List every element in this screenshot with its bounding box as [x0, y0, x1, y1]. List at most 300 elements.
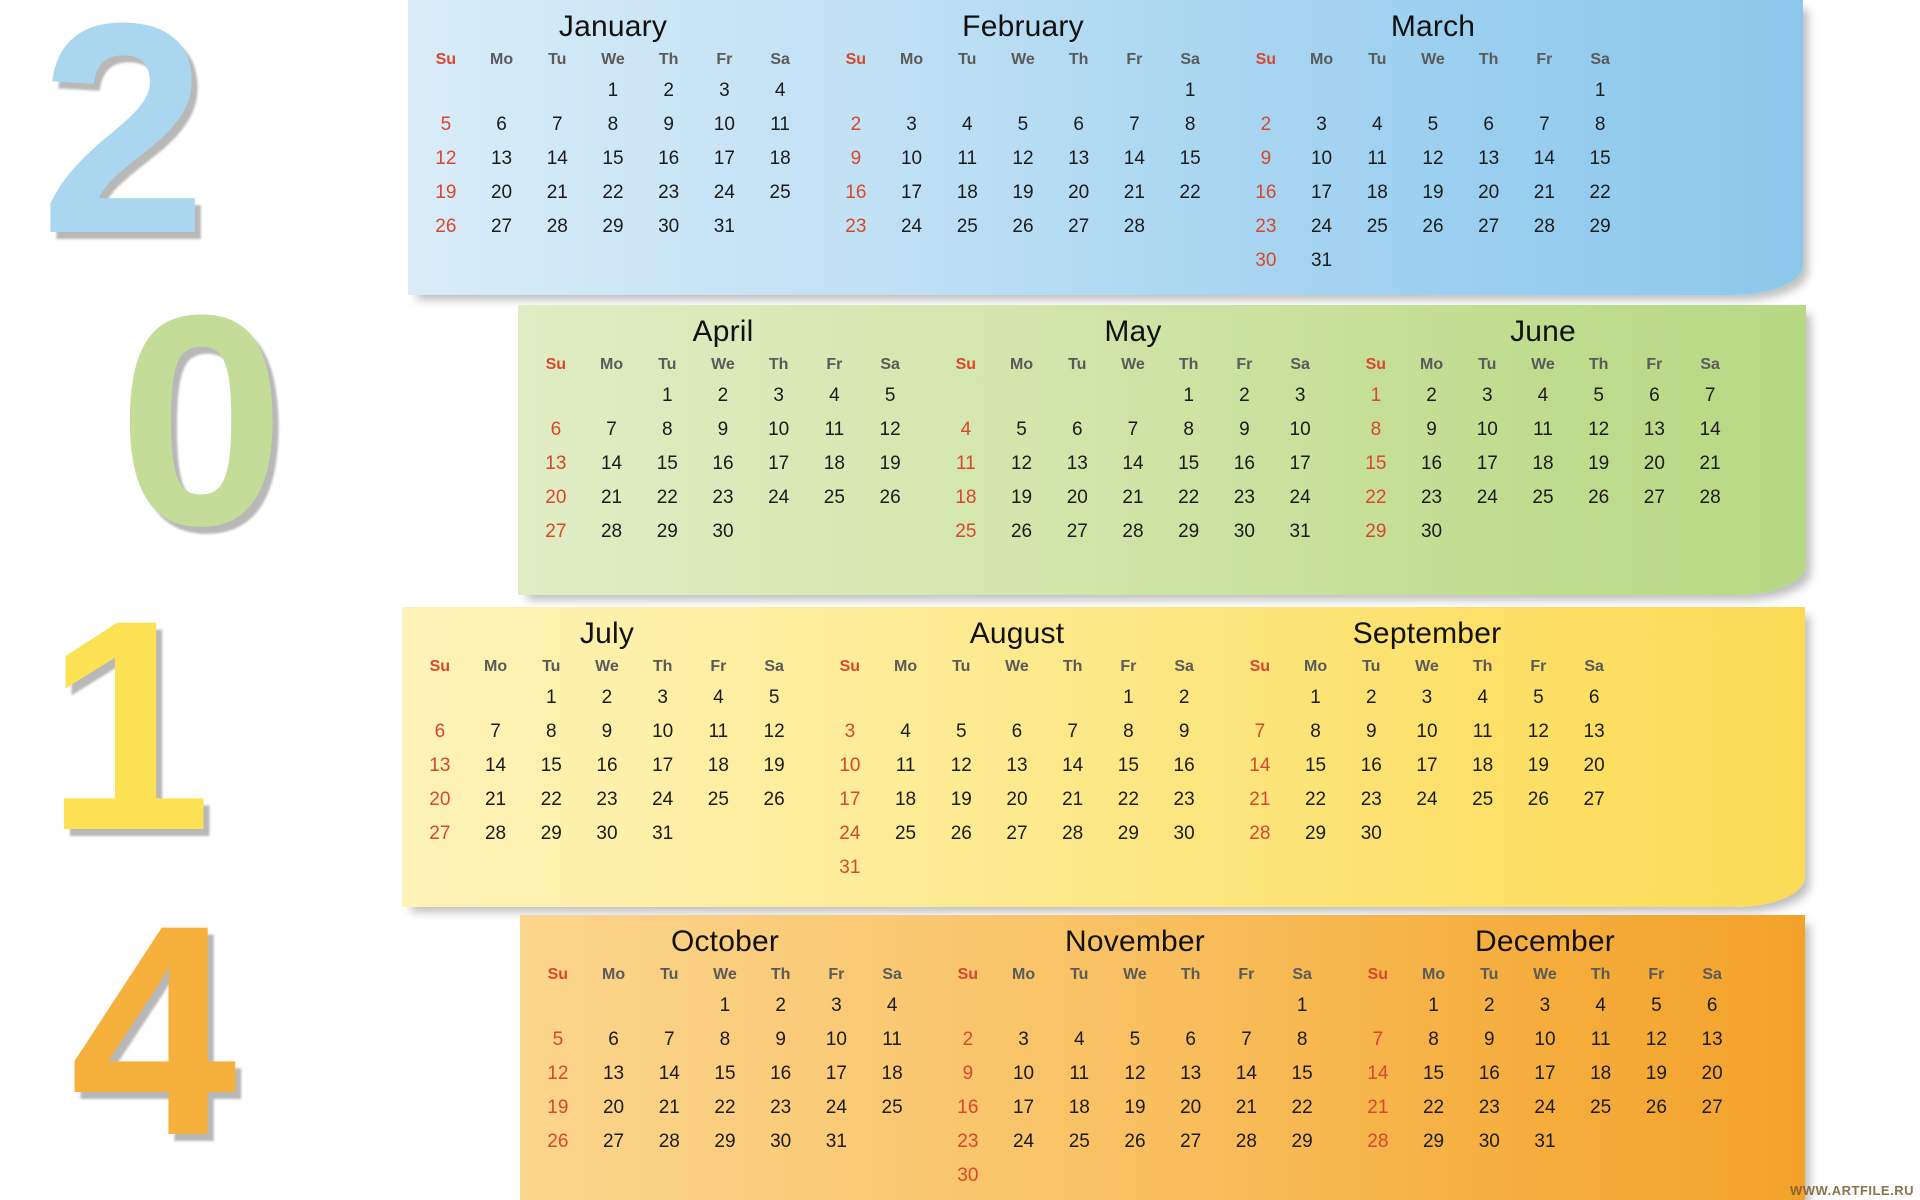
day-cell[interactable]: 23: [1420, 487, 1443, 508]
day-cell[interactable]: 3: [1481, 385, 1493, 406]
day-cell[interactable]: 15: [1179, 148, 1201, 169]
day-cell[interactable]: 21: [1123, 182, 1145, 203]
day-cell[interactable]: 26: [1527, 789, 1549, 810]
day-cell[interactable]: 20: [1006, 789, 1028, 810]
day-cell[interactable]: 25: [1366, 216, 1388, 237]
day-cell[interactable]: 22: [602, 182, 624, 203]
day-cell[interactable]: 10: [825, 1029, 847, 1050]
day-cell[interactable]: 25: [956, 216, 978, 237]
day-cell[interactable]: 4: [900, 721, 911, 742]
day-cell[interactable]: 30: [596, 823, 618, 844]
day-cell[interactable]: 13: [429, 755, 451, 776]
day-cell[interactable]: 22: [1178, 487, 1200, 508]
day-cell[interactable]: 12: [1012, 148, 1034, 169]
day-cell[interactable]: 7: [1067, 721, 1078, 742]
day-cell[interactable]: 17: [839, 789, 861, 810]
day-cell[interactable]: 14: [1122, 453, 1144, 474]
day-cell[interactable]: 5: [1017, 114, 1029, 135]
day-cell[interactable]: 21: [600, 487, 623, 508]
day-cell[interactable]: 29: [714, 1131, 736, 1152]
day-cell[interactable]: 16: [658, 148, 680, 169]
day-cell[interactable]: 4: [960, 419, 972, 440]
day-cell[interactable]: 11: [882, 1029, 902, 1050]
day-cell[interactable]: 7: [1129, 114, 1140, 135]
day-cell[interactable]: 11: [957, 148, 978, 169]
day-cell[interactable]: 19: [950, 789, 972, 810]
day-cell[interactable]: 25: [1590, 1097, 1612, 1118]
day-cell[interactable]: 27: [1478, 216, 1500, 237]
day-cell[interactable]: 29: [656, 521, 678, 542]
day-cell[interactable]: 8: [719, 1029, 731, 1050]
day-cell[interactable]: 5: [1593, 385, 1604, 406]
day-cell[interactable]: 24: [1534, 1097, 1556, 1118]
day-cell[interactable]: 5: [552, 1029, 564, 1050]
day-cell[interactable]: 7: [1704, 385, 1716, 406]
day-cell[interactable]: 31: [1310, 250, 1333, 271]
day-cell[interactable]: 17: [1012, 1097, 1035, 1118]
day-cell[interactable]: 26: [950, 823, 972, 844]
day-cell[interactable]: 24: [1310, 216, 1333, 237]
day-cell[interactable]: 11: [824, 419, 845, 440]
day-cell[interactable]: 8: [1296, 1029, 1308, 1050]
day-cell[interactable]: 11: [1590, 1029, 1611, 1050]
day-cell[interactable]: 8: [1123, 721, 1134, 742]
day-cell[interactable]: 27: [490, 216, 513, 237]
day-cell[interactable]: 25: [955, 521, 977, 542]
day-cell[interactable]: 30: [770, 1131, 792, 1152]
day-cell[interactable]: 22: [714, 1097, 736, 1118]
day-cell[interactable]: 1: [1594, 80, 1606, 101]
day-cell[interactable]: 9: [1178, 721, 1190, 742]
day-cell[interactable]: 4: [1371, 114, 1383, 135]
day-cell[interactable]: 21: [1235, 1097, 1257, 1118]
day-cell[interactable]: 10: [768, 419, 790, 440]
day-cell[interactable]: 22: [1117, 789, 1139, 810]
day-cell[interactable]: 11: [1472, 721, 1493, 742]
day-cell[interactable]: 16: [712, 453, 734, 474]
day-cell[interactable]: 9: [775, 1029, 786, 1050]
day-cell[interactable]: 7: [1127, 419, 1139, 440]
day-cell[interactable]: 20: [429, 789, 451, 810]
day-cell[interactable]: 6: [496, 114, 507, 135]
day-cell[interactable]: 22: [1422, 1097, 1445, 1118]
day-cell[interactable]: 14: [1699, 419, 1721, 440]
day-cell[interactable]: 26: [1012, 216, 1034, 237]
day-cell[interactable]: 8: [1594, 114, 1606, 135]
day-cell[interactable]: 18: [1366, 182, 1388, 203]
day-cell[interactable]: 20: [1478, 182, 1500, 203]
day-cell[interactable]: 31: [1289, 521, 1311, 542]
day-cell[interactable]: 14: [1249, 755, 1271, 776]
day-cell[interactable]: 17: [1289, 453, 1311, 474]
day-cell[interactable]: 13: [1478, 148, 1500, 169]
day-cell[interactable]: 6: [1073, 114, 1084, 135]
day-cell[interactable]: 5: [1651, 995, 1662, 1016]
day-cell[interactable]: 30: [712, 521, 734, 542]
day-cell[interactable]: 2: [601, 687, 613, 708]
day-cell[interactable]: 9: [1483, 1029, 1495, 1050]
day-cell[interactable]: 20: [1180, 1097, 1202, 1118]
day-cell[interactable]: 19: [1124, 1097, 1146, 1118]
day-cell[interactable]: 16: [770, 1063, 792, 1084]
day-cell[interactable]: 17: [1310, 182, 1333, 203]
day-cell[interactable]: 22: [1179, 182, 1201, 203]
day-cell[interactable]: 8: [1184, 114, 1196, 135]
day-cell[interactable]: 24: [768, 487, 790, 508]
day-cell[interactable]: 8: [1183, 419, 1194, 440]
day-cell[interactable]: 28: [1062, 823, 1084, 844]
day-cell[interactable]: 21: [1699, 453, 1721, 474]
day-cell[interactable]: 25: [707, 789, 729, 810]
day-cell[interactable]: 14: [484, 755, 507, 776]
day-cell[interactable]: 1: [719, 995, 731, 1016]
day-cell[interactable]: 17: [1416, 755, 1438, 776]
day-cell[interactable]: 6: [1483, 114, 1494, 135]
day-cell[interactable]: 24: [839, 823, 861, 844]
day-cell[interactable]: 6: [1185, 1029, 1196, 1050]
day-cell[interactable]: 17: [768, 453, 790, 474]
day-cell[interactable]: 2: [850, 114, 862, 135]
day-cell[interactable]: 10: [1012, 1063, 1035, 1084]
day-cell[interactable]: 22: [1304, 789, 1327, 810]
day-cell[interactable]: 12: [1645, 1029, 1667, 1050]
day-cell[interactable]: 2: [1365, 687, 1377, 708]
day-cell[interactable]: 21: [1062, 789, 1084, 810]
day-cell[interactable]: 28: [484, 823, 507, 844]
day-cell[interactable]: 27: [1701, 1097, 1723, 1118]
day-cell[interactable]: 6: [1649, 385, 1660, 406]
day-cell[interactable]: 18: [956, 182, 978, 203]
day-cell[interactable]: 1: [607, 80, 619, 101]
day-cell[interactable]: 1: [1370, 385, 1382, 406]
day-cell[interactable]: 17: [1534, 1063, 1556, 1084]
day-cell[interactable]: 24: [1012, 1131, 1035, 1152]
day-cell[interactable]: 10: [1476, 419, 1498, 440]
day-cell[interactable]: 17: [1476, 453, 1498, 474]
day-cell[interactable]: 11: [1367, 148, 1388, 169]
day-cell[interactable]: 10: [1310, 148, 1333, 169]
day-cell[interactable]: 14: [658, 1063, 680, 1084]
day-cell[interactable]: 5: [768, 687, 780, 708]
day-cell[interactable]: 30: [1360, 823, 1382, 844]
day-cell[interactable]: 3: [1294, 385, 1306, 406]
day-cell[interactable]: 18: [955, 487, 977, 508]
day-cell[interactable]: 26: [1645, 1097, 1667, 1118]
day-cell[interactable]: 6: [608, 1029, 619, 1050]
day-cell[interactable]: 3: [831, 995, 842, 1016]
day-cell[interactable]: 15: [656, 453, 678, 474]
day-cell[interactable]: 4: [886, 995, 898, 1016]
day-cell[interactable]: 3: [906, 114, 917, 135]
day-cell[interactable]: 28: [658, 1131, 680, 1152]
day-cell[interactable]: 23: [1173, 789, 1195, 810]
day-cell[interactable]: 13: [545, 453, 567, 474]
day-cell[interactable]: 22: [540, 789, 562, 810]
day-cell[interactable]: 27: [1583, 789, 1605, 810]
day-cell[interactable]: 8: [1428, 1029, 1439, 1050]
day-cell[interactable]: 2: [775, 995, 786, 1016]
day-cell[interactable]: 17: [652, 755, 674, 776]
day-cell[interactable]: 3: [1018, 1029, 1029, 1050]
day-cell[interactable]: 12: [879, 419, 901, 440]
day-cell[interactable]: 10: [1289, 419, 1311, 440]
day-cell[interactable]: 12: [1124, 1063, 1146, 1084]
day-cell[interactable]: 28: [600, 521, 623, 542]
day-cell[interactable]: 17: [900, 182, 923, 203]
day-cell[interactable]: 11: [1533, 419, 1553, 440]
day-cell[interactable]: 24: [825, 1097, 847, 1118]
day-cell[interactable]: 7: [1539, 114, 1550, 135]
day-cell[interactable]: 22: [1589, 182, 1611, 203]
day-cell[interactable]: 16: [845, 182, 867, 203]
day-cell[interactable]: 7: [490, 721, 501, 742]
day-cell[interactable]: 30: [957, 1165, 979, 1186]
day-cell[interactable]: 6: [1706, 995, 1718, 1016]
day-cell[interactable]: 6: [434, 721, 446, 742]
day-cell[interactable]: 29: [1291, 1131, 1313, 1152]
day-cell[interactable]: 4: [829, 385, 840, 406]
day-cell[interactable]: 12: [1527, 721, 1549, 742]
day-cell[interactable]: 16: [1478, 1063, 1500, 1084]
day-cell[interactable]: 9: [850, 148, 862, 169]
day-cell[interactable]: 4: [713, 687, 724, 708]
day-cell[interactable]: 23: [845, 216, 867, 237]
day-cell[interactable]: 23: [1233, 487, 1255, 508]
day-cell[interactable]: 30: [1173, 823, 1195, 844]
day-cell[interactable]: 19: [435, 182, 457, 203]
day-cell[interactable]: 28: [1122, 521, 1144, 542]
day-cell[interactable]: 21: [1533, 182, 1555, 203]
day-cell[interactable]: 15: [540, 755, 562, 776]
day-cell[interactable]: 17: [825, 1063, 847, 1084]
day-cell[interactable]: 21: [484, 789, 507, 810]
day-cell[interactable]: 12: [950, 755, 972, 776]
day-cell[interactable]: 26: [1588, 487, 1610, 508]
day-cell[interactable]: 4: [1477, 687, 1488, 708]
day-cell[interactable]: 1: [1310, 687, 1321, 708]
day-cell[interactable]: 16: [1173, 755, 1195, 776]
day-cell[interactable]: 3: [719, 80, 730, 101]
day-cell[interactable]: 6: [550, 419, 562, 440]
day-cell[interactable]: 23: [658, 182, 680, 203]
day-cell[interactable]: 14: [600, 453, 623, 474]
day-cell[interactable]: 26: [763, 789, 785, 810]
day-cell[interactable]: 1: [1183, 385, 1194, 406]
day-cell[interactable]: 18: [823, 453, 845, 474]
day-cell[interactable]: 22: [1365, 487, 1387, 508]
day-cell[interactable]: 16: [1420, 453, 1443, 474]
day-cell[interactable]: 29: [1365, 521, 1387, 542]
day-cell[interactable]: 20: [545, 487, 567, 508]
day-cell[interactable]: 28: [546, 216, 568, 237]
day-cell[interactable]: 16: [596, 755, 618, 776]
day-cell[interactable]: 3: [844, 721, 856, 742]
day-cell[interactable]: 29: [602, 216, 624, 237]
day-cell[interactable]: 5: [955, 721, 967, 742]
day-cell[interactable]: 11: [708, 721, 729, 742]
day-cell[interactable]: 18: [881, 1063, 903, 1084]
day-cell[interactable]: 14: [1123, 148, 1145, 169]
day-cell[interactable]: 7: [663, 1029, 675, 1050]
day-cell[interactable]: 9: [1426, 419, 1437, 440]
day-cell[interactable]: 19: [1422, 182, 1444, 203]
day-cell[interactable]: 30: [1478, 1131, 1500, 1152]
day-cell[interactable]: 20: [602, 1097, 625, 1118]
day-cell[interactable]: 7: [1254, 721, 1266, 742]
day-cell[interactable]: 20: [1643, 453, 1665, 474]
day-cell[interactable]: 15: [1589, 148, 1611, 169]
day-cell[interactable]: 28: [1533, 216, 1555, 237]
day-cell[interactable]: 11: [895, 755, 916, 776]
day-cell[interactable]: 18: [894, 789, 917, 810]
day-cell[interactable]: 3: [657, 687, 668, 708]
day-cell[interactable]: 19: [1588, 453, 1610, 474]
day-cell[interactable]: 2: [1239, 385, 1250, 406]
day-cell[interactable]: 5: [884, 385, 896, 406]
day-cell[interactable]: 18: [769, 148, 791, 169]
day-cell[interactable]: 6: [1011, 721, 1023, 742]
day-cell[interactable]: 15: [1304, 755, 1327, 776]
day-cell[interactable]: 23: [1360, 789, 1382, 810]
day-cell[interactable]: 28: [1249, 823, 1271, 844]
day-cell[interactable]: 5: [1129, 1029, 1141, 1050]
day-cell[interactable]: 2: [1178, 687, 1190, 708]
day-cell[interactable]: 10: [900, 148, 923, 169]
day-cell[interactable]: 12: [435, 148, 457, 169]
day-cell[interactable]: 3: [773, 385, 784, 406]
day-cell[interactable]: 12: [763, 721, 785, 742]
day-cell[interactable]: 13: [1180, 1063, 1202, 1084]
day-cell[interactable]: 4: [1595, 995, 1606, 1016]
day-cell[interactable]: 1: [1184, 80, 1196, 101]
day-cell[interactable]: 14: [1235, 1063, 1257, 1084]
day-cell[interactable]: 27: [602, 1131, 625, 1152]
day-cell[interactable]: 21: [1122, 487, 1144, 508]
day-cell[interactable]: 19: [547, 1097, 569, 1118]
day-cell[interactable]: 4: [1073, 1029, 1085, 1050]
day-cell[interactable]: 26: [1010, 521, 1033, 542]
day-cell[interactable]: 14: [1533, 148, 1555, 169]
day-cell[interactable]: 23: [596, 789, 618, 810]
day-cell[interactable]: 19: [1527, 755, 1549, 776]
day-cell[interactable]: 26: [879, 487, 901, 508]
day-cell[interactable]: 28: [1235, 1131, 1257, 1152]
day-cell[interactable]: 10: [839, 755, 861, 776]
day-cell[interactable]: 21: [546, 182, 568, 203]
day-cell[interactable]: 27: [1180, 1131, 1202, 1152]
day-cell[interactable]: 19: [879, 453, 901, 474]
day-cell[interactable]: 27: [429, 823, 451, 844]
day-cell[interactable]: 29: [1304, 823, 1327, 844]
day-cell[interactable]: 23: [712, 487, 734, 508]
day-cell[interactable]: 8: [1310, 721, 1321, 742]
day-cell[interactable]: 12: [547, 1063, 569, 1084]
day-cell[interactable]: 14: [1062, 755, 1084, 776]
day-cell[interactable]: 7: [1372, 1029, 1384, 1050]
day-cell[interactable]: 20: [1068, 182, 1090, 203]
day-cell[interactable]: 21: [1249, 789, 1271, 810]
day-cell[interactable]: 8: [607, 114, 619, 135]
day-cell[interactable]: 9: [1239, 419, 1250, 440]
day-cell[interactable]: 25: [894, 823, 917, 844]
day-cell[interactable]: 22: [1291, 1097, 1313, 1118]
day-cell[interactable]: 25: [1532, 487, 1554, 508]
day-cell[interactable]: 20: [1701, 1063, 1723, 1084]
day-cell[interactable]: 27: [545, 521, 567, 542]
day-cell[interactable]: 15: [602, 148, 624, 169]
day-cell[interactable]: 24: [1476, 487, 1498, 508]
day-cell[interactable]: 18: [1472, 755, 1494, 776]
day-cell[interactable]: 10: [652, 721, 674, 742]
day-cell[interactable]: 16: [1360, 755, 1382, 776]
day-cell[interactable]: 20: [1066, 487, 1088, 508]
day-cell[interactable]: 15: [1365, 453, 1387, 474]
day-cell[interactable]: 29: [1422, 1131, 1445, 1152]
day-cell[interactable]: 3: [1316, 114, 1327, 135]
day-cell[interactable]: 7: [1241, 1029, 1252, 1050]
day-cell[interactable]: 19: [763, 755, 785, 776]
day-cell[interactable]: 23: [770, 1097, 792, 1118]
day-cell[interactable]: 4: [1537, 385, 1549, 406]
day-cell[interactable]: 24: [713, 182, 735, 203]
day-cell[interactable]: 29: [540, 823, 562, 844]
day-cell[interactable]: 13: [1006, 755, 1028, 776]
day-cell[interactable]: 20: [1583, 755, 1605, 776]
day-cell[interactable]: 8: [661, 419, 673, 440]
day-cell[interactable]: 19: [1010, 487, 1033, 508]
day-cell[interactable]: 23: [1255, 216, 1277, 237]
day-cell[interactable]: 6: [1071, 419, 1083, 440]
day-cell[interactable]: 21: [658, 1097, 680, 1118]
day-cell[interactable]: 7: [606, 419, 617, 440]
day-cell[interactable]: 29: [1178, 521, 1200, 542]
day-cell[interactable]: 23: [1478, 1097, 1500, 1118]
day-cell[interactable]: 12: [1588, 419, 1610, 440]
day-cell[interactable]: 9: [663, 114, 674, 135]
day-cell[interactable]: 25: [881, 1097, 903, 1118]
day-cell[interactable]: 5: [1533, 687, 1544, 708]
day-cell[interactable]: 2: [1260, 114, 1272, 135]
day-cell[interactable]: 7: [551, 114, 563, 135]
day-cell[interactable]: 25: [823, 487, 845, 508]
day-cell[interactable]: 27: [1068, 216, 1090, 237]
day-cell[interactable]: 2: [1483, 995, 1495, 1016]
day-cell[interactable]: 16: [957, 1097, 979, 1118]
day-cell[interactable]: 18: [707, 755, 729, 776]
day-cell[interactable]: 11: [1069, 1063, 1090, 1084]
day-cell[interactable]: 20: [490, 182, 513, 203]
day-cell[interactable]: 26: [547, 1131, 569, 1152]
day-cell[interactable]: 15: [1291, 1063, 1313, 1084]
day-cell[interactable]: 9: [962, 1063, 974, 1084]
day-cell[interactable]: 30: [1255, 250, 1277, 271]
day-cell[interactable]: 11: [955, 453, 976, 474]
day-cell[interactable]: 1: [545, 687, 557, 708]
day-cell[interactable]: 31: [825, 1131, 847, 1152]
day-cell[interactable]: 9: [1260, 148, 1272, 169]
day-cell[interactable]: 19: [1645, 1063, 1667, 1084]
day-cell[interactable]: 26: [1422, 216, 1444, 237]
day-cell[interactable]: 6: [1588, 687, 1600, 708]
day-cell[interactable]: 13: [490, 148, 513, 169]
day-cell[interactable]: 9: [717, 419, 729, 440]
day-cell[interactable]: 2: [717, 385, 729, 406]
day-cell[interactable]: 13: [1643, 419, 1665, 440]
day-cell[interactable]: 13: [602, 1063, 625, 1084]
day-cell[interactable]: 10: [1416, 721, 1438, 742]
day-cell[interactable]: 1: [1296, 995, 1308, 1016]
day-cell[interactable]: 31: [652, 823, 674, 844]
